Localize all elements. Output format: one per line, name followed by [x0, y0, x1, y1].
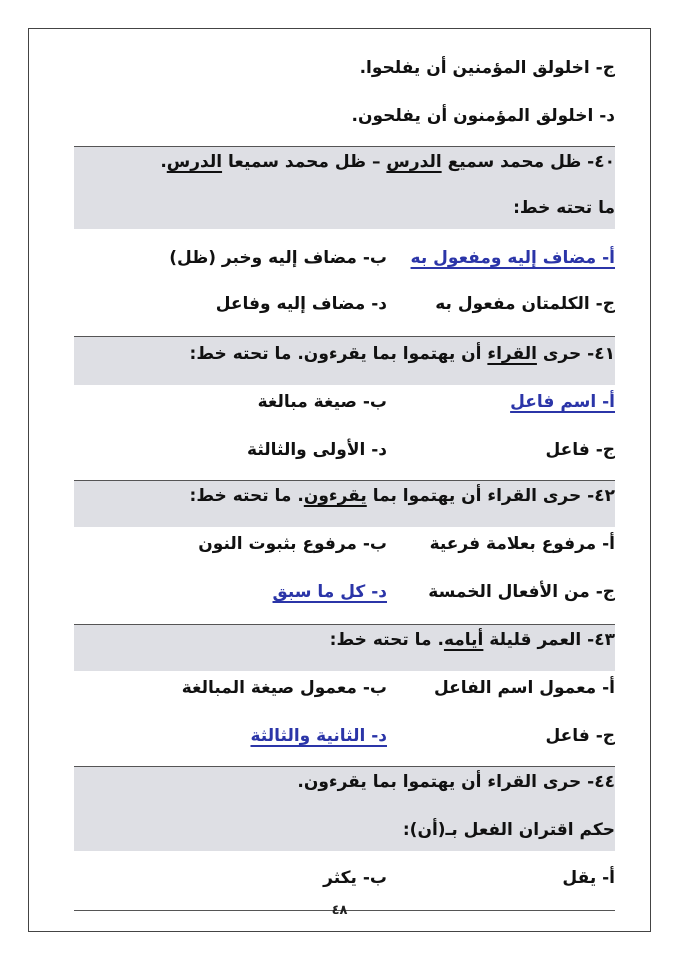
- question-43-option-a: أ- معمول اسم الفاعل: [433, 678, 615, 698]
- question-42-option-b: ب- مرفوع بثبوت النون: [198, 534, 387, 554]
- question-40-option-b: ب- مضاف إليه وخبر (ظل): [169, 248, 387, 268]
- underlined-word: الدرس: [166, 152, 223, 172]
- question-44-option-a: أ- يقل: [562, 868, 615, 888]
- question-40-option-d: د- مضاف إليه وفاعل: [215, 294, 387, 314]
- question-40-stem: ٤٠- ظل محمد سميع الدرس – ظل محمد سميعا الدرس.: [160, 152, 615, 172]
- question-40-option-c: ج- الكلمتان مفعول به: [435, 294, 615, 314]
- question-44-option-b: ب- يكثر: [323, 868, 387, 888]
- question-40-option-a: أ- مضاف إليه ومفعول به: [410, 248, 615, 268]
- page-number: ٤٨: [331, 903, 348, 918]
- question-44-stem: ٤٤- حرى القراء أن يهتموا بما يقرءون.: [297, 772, 615, 792]
- question-41-stem: ٤١- حرى القراء أن يهتموا بما يقرءون. ما تحته خط:: [189, 344, 615, 364]
- question-43-option-b: ب- معمول صيغة المبالغة: [181, 678, 387, 698]
- underlined-word: الدرس: [386, 152, 442, 172]
- question-42-option-a: أ- مرفوع بعلامة فرعية: [429, 534, 615, 554]
- question-43-stem: ٤٣- العمر قليلة أيامه. ما تحته خط:: [329, 630, 615, 650]
- question-41-option-d: د- الأولى والثالثة: [247, 440, 387, 460]
- question-42-option-c: ج- من الأفعال الخمسة: [428, 582, 615, 602]
- underlined-word: أيامه: [443, 630, 484, 650]
- question-41-option-a: أ- اسم فاعل: [510, 392, 615, 412]
- underlined-word: يقرءون: [303, 486, 367, 506]
- underlined-word: القراء: [487, 344, 537, 364]
- question-41-option-c: ج- فاعل: [545, 440, 615, 460]
- question-42-stem: ٤٢- حرى القراء أن يهتموا بما يقرءون. ما تحته خط:: [189, 486, 615, 506]
- question-44-subline: حكم اقتران الفعل بـ(أن):: [402, 820, 615, 840]
- option-d-previous: د- اخلولق المؤمنون أن يفلحون.: [351, 106, 615, 126]
- question-43-option-c: ج- فاعل: [545, 726, 615, 746]
- question-41-option-b: ب- صيغة مبالغة: [257, 392, 387, 412]
- question-42-option-d: د- كل ما سبق: [272, 582, 387, 602]
- question-43-option-d: د- الثانية والثالثة: [250, 726, 387, 746]
- question-40-subline: ما تحته خط:: [513, 198, 615, 218]
- option-c-previous: ج- اخلولق المؤمنين أن يفلحوا.: [359, 58, 615, 78]
